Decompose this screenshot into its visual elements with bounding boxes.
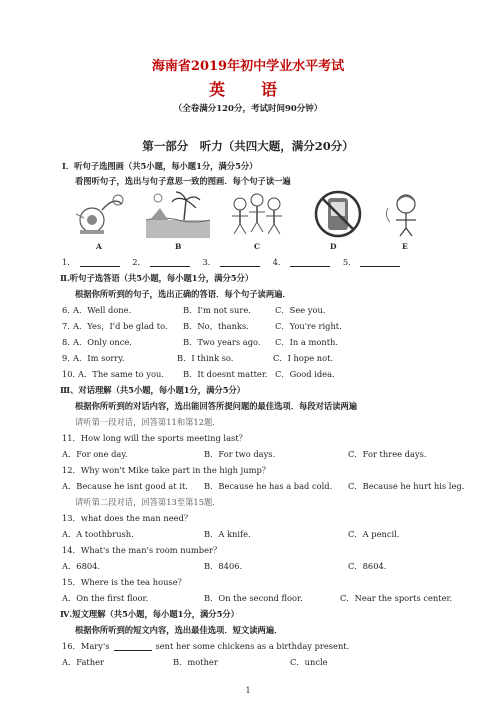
q11: 11．How long will the sports meeting last？	[62, 433, 247, 443]
q16-c: C．uncle	[290, 657, 328, 667]
q13-b: B．A knife.	[204, 529, 251, 539]
item-6-num: 6．	[62, 305, 76, 315]
q13-a: A．A toothbrush.	[62, 529, 134, 539]
q16-suffix: sent her some chickens as a birthday present.	[155, 641, 350, 651]
sec2-instruction: 根据你所听到的句子，选出正确的答语．每个句子读两遍．	[75, 289, 291, 299]
item-10-b: B．It doesnt matter.	[183, 369, 268, 379]
item-8-num: 8．	[62, 337, 76, 347]
q15-c: C．Near the sports center.	[340, 593, 453, 603]
pic-label-e: E	[402, 242, 408, 251]
sec4-heading: Ⅳ.短文理解（共5小题，每小题1分，满分5分）	[60, 609, 239, 619]
q12-c: C．Because he hurt his leg.	[348, 481, 465, 491]
part1-title: 第一部分 听力（共四大题，满分20分）	[142, 139, 354, 153]
q16-prefix: 16．Mary's	[62, 641, 110, 651]
pic-label-c: C	[254, 242, 260, 251]
vacuum-cleaner-icon	[70, 190, 128, 238]
sec3-heading: Ⅲ、对话理解（共5小题，每小题1分，满分5分）	[60, 385, 246, 395]
sec1-heading: I．听句子选图画（共5小题，每小题1分，满分5分）	[62, 161, 258, 171]
exam-title: 海南省2019年初中学业水平考试	[151, 59, 345, 74]
item-10-c: C．Good idea.	[275, 369, 335, 379]
subject-title: 英 语	[208, 80, 287, 99]
sec4-instruction: 根据你所听到的短文内容，选出最佳选项．短文读两遍．	[75, 625, 283, 635]
pic-label-a: A	[96, 242, 102, 251]
q14-a: A．6804.	[62, 561, 101, 571]
answer-blank-4[interactable]	[290, 257, 330, 267]
item-9-a: A．Im sorry.	[73, 353, 125, 363]
q16-blank[interactable]	[114, 641, 152, 651]
q14: 14．What's the man's room number？	[62, 545, 222, 555]
q16	[62, 641, 349, 652]
q11-a: A．For one day.	[62, 449, 128, 459]
item-7-b: B．No，thanks.	[183, 321, 249, 331]
item-9-num: 9．	[62, 353, 76, 363]
sec3-instruction: 根据你所听到的对话内容，选出能回答所提问题的最佳选项．每段对话读两遍	[75, 401, 358, 411]
q15-a: A．On the first floor.	[62, 593, 149, 603]
dialog2-instruction: 请听第二段对话，回答第13至第15题．	[75, 497, 221, 507]
q15: 15．Where is the tea house？	[62, 577, 186, 587]
item-6-b: B．I'm not sure.	[183, 305, 251, 315]
q12: 12．Why won't Mike take part in the high jump？	[62, 465, 271, 475]
picture-row	[70, 190, 430, 242]
answer-num-4: 4．	[272, 257, 287, 267]
q13: 13．what does the man need？	[62, 513, 193, 523]
item-9-b: B．I think so.	[177, 353, 234, 363]
q13-c: C．A pencil.	[348, 529, 400, 539]
answer-num-3: 3．	[202, 257, 217, 267]
item-8-a: A．Only once.	[73, 337, 132, 347]
answer-num-2: 2．	[132, 257, 146, 267]
answer-num-1: 1．	[62, 257, 76, 267]
no-phone-icon	[308, 190, 368, 238]
q16-a: A．Father	[62, 657, 104, 667]
item-6-a: A．Well done.	[73, 305, 132, 315]
q12-a: A．Because he isnt good at it.	[62, 481, 188, 491]
hurt-person-icon	[380, 190, 430, 238]
item-9-c: C．I hope not.	[273, 353, 334, 363]
item-7-num: 7．	[62, 321, 76, 331]
item-7-a: A．Yes，I'd be glad to.	[73, 321, 168, 331]
q12-b: B．Because he has a bad cold.	[204, 481, 333, 491]
q15-b: B．On the second floor.	[204, 593, 303, 603]
sec2-heading: Ⅱ.听句子选答语（共5小题，每小题1分，满分5分）	[60, 273, 254, 283]
item-6-c: C．See you.	[275, 305, 326, 315]
answer-blank-3[interactable]	[220, 257, 260, 267]
item-10-num: 10．	[62, 369, 81, 379]
beach-island-icon	[146, 190, 210, 238]
answer-blank-1[interactable]	[80, 257, 120, 267]
answer-blank-2[interactable]	[150, 257, 190, 267]
item-7-c: C．You're right.	[275, 321, 342, 331]
pic-label-d: D	[330, 242, 337, 251]
dialog1-instruction: 请听第一段对话，回答第11和第12题．	[75, 417, 221, 427]
q14-b: B．8406.	[204, 561, 243, 571]
pic-label-b: B	[175, 242, 182, 251]
page-number: 1	[245, 686, 251, 695]
answer-line	[62, 257, 404, 268]
q11-b: B．For two days.	[204, 449, 276, 459]
q14-c: C．8604.	[348, 561, 387, 571]
item-8-b: B．Two years ago.	[183, 337, 261, 347]
item-10-a: A．The same to you.	[78, 369, 164, 379]
answer-num-5: 5．	[342, 257, 357, 267]
q16-b: B．mother	[173, 657, 218, 667]
sec1-instruction: 看图听句子，选出与句子意思一致的图画．每个句子读一遍	[75, 176, 291, 186]
answer-blank-5[interactable]	[360, 257, 400, 267]
exam-note: （全卷满分120分，考试时间90分钟）	[173, 104, 323, 114]
q11-c: C．For three days.	[348, 449, 427, 459]
item-8-c: C．In a month.	[275, 337, 339, 347]
children-playing-icon	[224, 190, 290, 238]
